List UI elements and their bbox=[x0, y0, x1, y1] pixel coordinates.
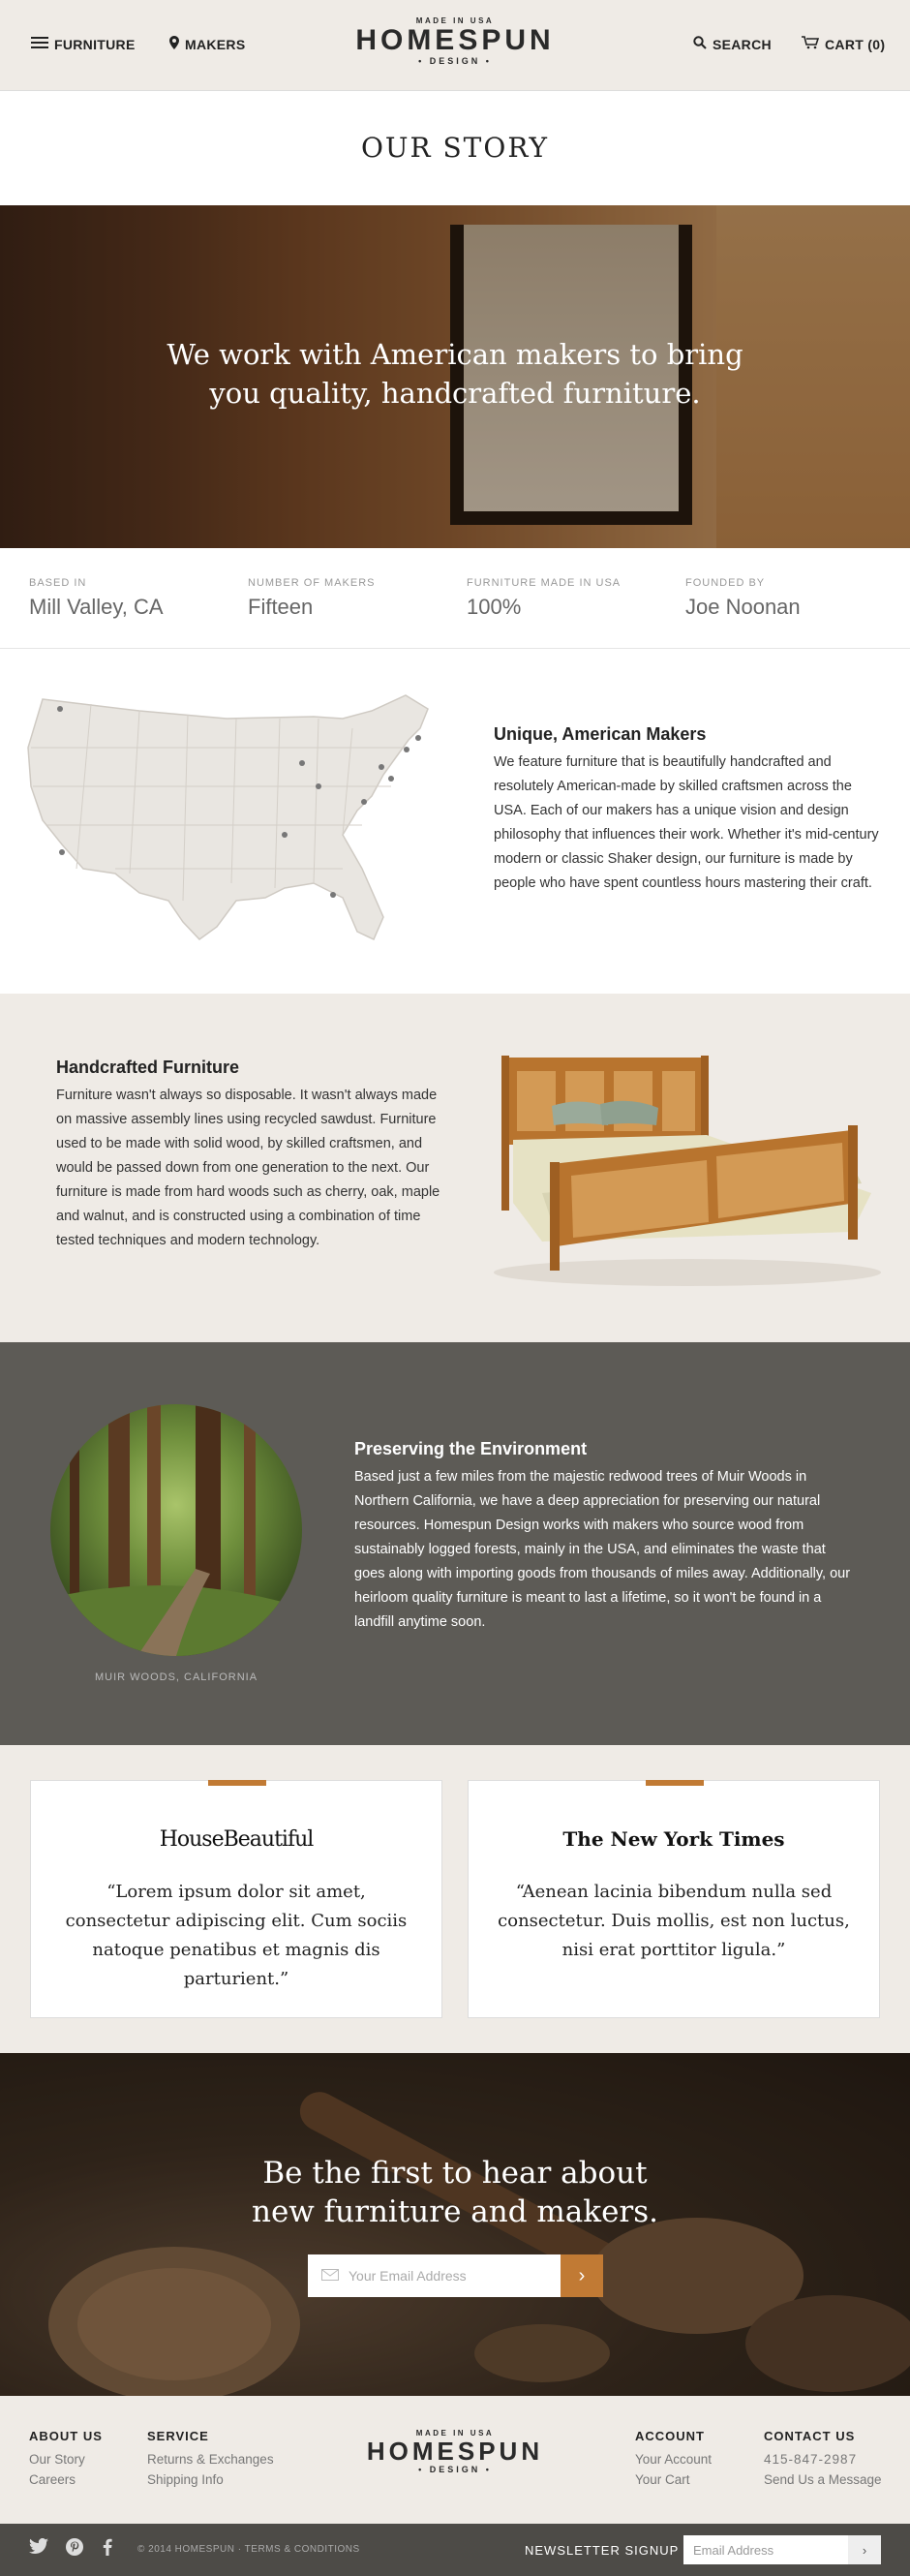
makers-heading: Unique, American Makers bbox=[494, 724, 707, 744]
company-facts bbox=[0, 548, 910, 649]
fact-made-in-usa bbox=[467, 577, 621, 620]
usa-map bbox=[23, 690, 449, 951]
facebook-icon[interactable] bbox=[103, 2538, 112, 2561]
copyright-text: © 2014 HOMESPUN · TERMS & CONDITIONS bbox=[137, 2544, 360, 2555]
fact-based-in bbox=[29, 577, 164, 620]
fact-value: Joe Noonan bbox=[685, 595, 801, 619]
search-button[interactable] bbox=[693, 36, 772, 52]
nav-furniture-label: FURNITURE bbox=[54, 36, 136, 52]
search-icon bbox=[693, 36, 707, 52]
footer-account bbox=[635, 2429, 712, 2490]
envelope-icon bbox=[321, 2268, 339, 2284]
footer-contact bbox=[764, 2429, 882, 2490]
newsletter-placeholder: Email Address bbox=[693, 2542, 774, 2558]
signup-headline-line-2: new furniture and makers. bbox=[251, 2194, 658, 2229]
image-caption: MUIR WOODS, CALIFORNIA bbox=[94, 1671, 258, 1683]
submit-email-button[interactable] bbox=[561, 2254, 603, 2297]
press-card-nyt bbox=[468, 1780, 880, 2018]
fact-number-of-makers bbox=[248, 577, 376, 620]
environment-heading: Preserving the Environment bbox=[354, 1439, 588, 1458]
card-accent bbox=[208, 1780, 266, 1786]
press-quote: “Aenean lacinia bibendum nulla sed consectetur. Duis mollis, est non luctus, nisi erat porttitor ligula.” bbox=[498, 1882, 850, 1960]
muir-woods-image bbox=[50, 1404, 302, 1656]
makers-section bbox=[0, 649, 910, 994]
footer-link-our-story[interactable]: Our Story bbox=[29, 2452, 85, 2467]
environment-section bbox=[0, 1342, 910, 1745]
footer-heading: ACCOUNT bbox=[635, 2429, 705, 2443]
hero-banner bbox=[0, 205, 910, 548]
furniture-section bbox=[0, 994, 910, 1342]
footer-heading: SERVICE bbox=[147, 2429, 209, 2443]
chevron-right-icon: › bbox=[578, 2264, 586, 2286]
makers-body: We feature furniture that is beautifully handcrafted and resolutely American-made by skilled craftsmen across the USA. Each of our makers has a unique vision and design philosophy that influences their work. Whether it's mid-century modern or classic Shaker design, our furniture is made by people who have spent countless hours mastering their craft. bbox=[494, 754, 879, 891]
nav-makers-label: MAKERS bbox=[185, 36, 246, 52]
signup-headline-line-1: Be the first to hear about bbox=[262, 2156, 648, 2191]
fact-label: NUMBER OF MAKERS bbox=[248, 577, 376, 589]
logo-wordmark: HOMESPUN bbox=[366, 2437, 544, 2466]
footer-heading: CONTACT US bbox=[764, 2429, 856, 2443]
footer-link-returns[interactable]: Returns & Exchanges bbox=[147, 2452, 274, 2467]
press-quote: “Lorem ipsum dolor sit amet, consectetur adipiscing elit. Cum sociis natoque penatibus et magnis dis parturient.” bbox=[65, 1882, 408, 1989]
pinterest-icon[interactable] bbox=[66, 2538, 83, 2561]
hero-headline-line-2: you quality, handcrafted furniture. bbox=[209, 377, 701, 410]
logo-tagline: MADE IN USA bbox=[415, 2429, 495, 2438]
site-header bbox=[0, 0, 910, 91]
signup-section bbox=[0, 2053, 910, 2396]
page-title: OUR STORY bbox=[0, 91, 910, 205]
furniture-body: Furniture wasn't always so disposable. It wasn't always made on massive assembly lines using recycled sawdust. Furniture used to be made with solid wood, by skilled craftsmen, and would be passed down from one generation to the next. Our furniture is made from hard woods such as cherry, oak, maple and walnut, and is constructed using a combination of time tested techniques and modern technology. bbox=[56, 1088, 440, 1248]
publication-logo: HouseBeautiful bbox=[159, 1827, 314, 1852]
fact-label: FOUNDED BY bbox=[685, 577, 766, 589]
makers-text bbox=[494, 724, 879, 896]
footer-phone[interactable]: 415-847-2987 bbox=[764, 2452, 858, 2467]
environment-text bbox=[354, 1439, 858, 1635]
site-logo[interactable] bbox=[0, 16, 910, 66]
footer-heading: ABOUT US bbox=[29, 2429, 103, 2443]
email-placeholder: Your Email Address bbox=[349, 2268, 467, 2284]
newsletter-submit-button[interactable]: › bbox=[848, 2535, 881, 2564]
footer-link-your-account[interactable]: Your Account bbox=[635, 2452, 713, 2467]
fact-founded-by bbox=[685, 577, 801, 620]
furniture-text bbox=[56, 1058, 445, 1253]
newsletter-label: NEWSLETTER SIGNUP bbox=[525, 2543, 680, 2558]
search-label: SEARCH bbox=[713, 36, 772, 52]
site-footer bbox=[0, 2396, 910, 2524]
fact-value: Fifteen bbox=[248, 595, 314, 619]
footer-link-shipping[interactable]: Shipping Info bbox=[147, 2472, 224, 2487]
newsletter-email-input[interactable] bbox=[683, 2535, 881, 2564]
signup-form bbox=[308, 2254, 603, 2297]
fact-label: BASED IN bbox=[29, 577, 87, 589]
cart-label: CART (0) bbox=[825, 36, 886, 52]
email-input[interactable] bbox=[308, 2254, 561, 2297]
logo-tagline: MADE IN USA bbox=[415, 16, 495, 25]
hero-headline-line-1: We work with American makers to bring bbox=[167, 338, 743, 371]
footer-link-your-cart[interactable]: Your Cart bbox=[635, 2472, 690, 2487]
press-section bbox=[0, 1745, 910, 2053]
furniture-heading: Handcrafted Furniture bbox=[56, 1058, 240, 1077]
twitter-icon[interactable] bbox=[29, 2538, 48, 2559]
logo-subtitle: • DESIGN • bbox=[418, 56, 492, 66]
fact-value: Mill Valley, CA bbox=[29, 595, 164, 619]
hero-headline bbox=[0, 335, 910, 413]
footer-link-careers[interactable]: Careers bbox=[29, 2472, 76, 2487]
logo-wordmark: HOMESPUN bbox=[355, 24, 555, 56]
card-accent bbox=[646, 1780, 704, 1786]
cart-button[interactable] bbox=[802, 36, 885, 52]
logo-subtitle: • DESIGN • bbox=[418, 2465, 492, 2474]
footer-link-send-message[interactable]: Send Us a Message bbox=[764, 2472, 882, 2487]
footer-bottom-bar bbox=[0, 2524, 910, 2576]
publication-logo: The New York Times bbox=[562, 1827, 785, 1851]
bed-image bbox=[484, 1048, 881, 1300]
signup-headline bbox=[0, 2154, 910, 2231]
cart-icon bbox=[802, 36, 819, 52]
press-card-house-beautiful bbox=[30, 1780, 442, 2018]
fact-value: 100% bbox=[467, 595, 522, 619]
environment-body: Based just a few miles from the majestic redwood trees of Muir Woods in Northern California, we have a deep appreciation for preserving our natural resources. Homespun Design works with makers who source wood from sustainably logged forests, mainly in the USA, and eliminates the waste that goes along with importing goods from thousands of miles away. Additionally, our heirloom quality furniture is meant to last a lifetime, so it won't be found in a landfill anytime soon. bbox=[354, 1469, 851, 1630]
fact-label: FURNITURE MADE IN USA bbox=[467, 577, 622, 589]
